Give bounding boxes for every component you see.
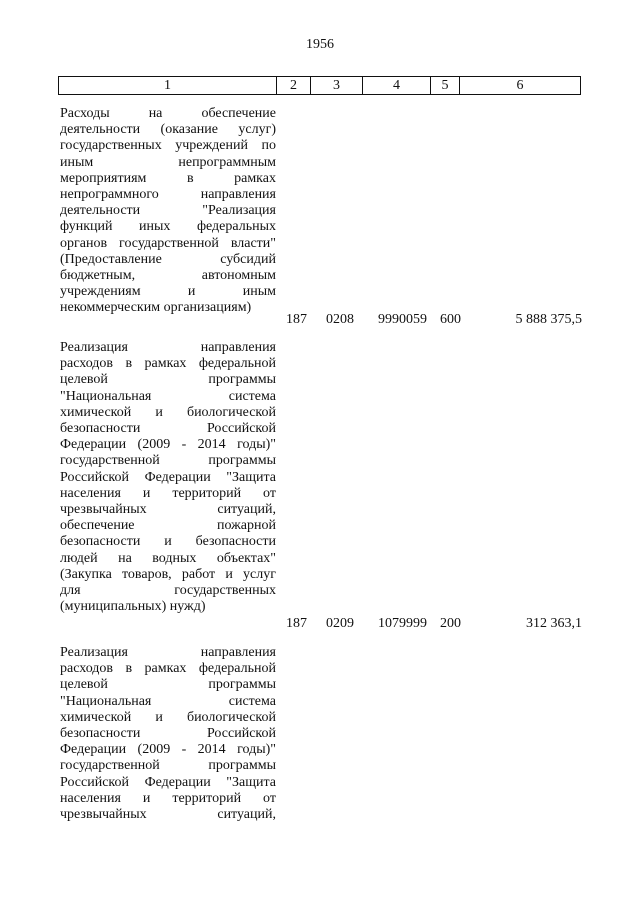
column-header-1: 1 — [59, 77, 277, 95]
description-line: мероприятиям в рамках — [60, 170, 276, 186]
description-line: "Национальная система — [60, 693, 276, 709]
description-line: органов государственной власти" — [60, 235, 276, 251]
description-line: (Закупка товаров, работ и услуг — [60, 566, 276, 582]
description-line: некоммерческим организациям) — [60, 300, 252, 316]
description-line: чрезвычайных ситуаций, — [60, 502, 276, 518]
description-line: функций иных федеральных — [60, 219, 276, 235]
description-line: безопасности и безопасности — [60, 534, 276, 550]
description-line: чрезвычайных ситуаций, — [60, 807, 276, 823]
description-line: расходов в рамках федеральной — [60, 356, 276, 372]
description-line: целевой программы — [60, 677, 276, 693]
row-col5: 200 — [440, 616, 461, 631]
row-col6: 5 888 375,5 — [515, 312, 582, 327]
column-header-6: 6 — [460, 77, 581, 95]
description-line: учреждениям и иным — [60, 284, 276, 300]
column-header-2: 2 — [277, 77, 311, 95]
row-col2: 187 — [286, 312, 307, 327]
column-header-table — [58, 76, 581, 95]
row-col4: 9990059 — [378, 312, 427, 327]
description-line: Российской Федерации "Защита — [60, 774, 276, 790]
description-line: безопасности Российской — [60, 726, 276, 742]
row-description — [60, 340, 276, 615]
row-description — [60, 106, 276, 317]
description-line: государственных учреждений по — [60, 138, 276, 154]
description-line: Федерации (2009 - 2014 годы)" — [60, 437, 276, 453]
description-line: населения и территорий от — [60, 485, 276, 501]
row-col5: 600 — [440, 312, 461, 327]
description-line: деятельности "Реализация — [60, 203, 276, 219]
description-line: целевой программы — [60, 372, 276, 388]
description-line: для государственных — [60, 583, 276, 599]
column-header-4: 4 — [363, 77, 431, 95]
description-line: химической и биологической — [60, 709, 276, 725]
description-line: "Национальная система — [60, 388, 276, 404]
description-line: государственной программы — [60, 758, 276, 774]
description-line: непрограммного направления — [60, 187, 276, 203]
row-col4: 1079999 — [378, 616, 427, 631]
description-line: деятельности (оказание услуг) — [60, 122, 276, 138]
description-line: Реализация направления — [60, 340, 276, 355]
description-line: (Предоставление субсидий — [60, 251, 276, 267]
description-line: обеспечение пожарной — [60, 518, 276, 534]
row-description — [60, 645, 276, 823]
description-line: бюджетным, автономным — [60, 268, 276, 284]
description-line: людей на водных объектах" — [60, 550, 276, 566]
column-header-5: 5 — [431, 77, 460, 95]
description-line: Расходы на обеспечение — [60, 106, 276, 121]
description-line: Реализация направления — [60, 645, 276, 660]
description-line: Федерации (2009 - 2014 годы)" — [60, 742, 276, 758]
description-line: Российской Федерации "Защита — [60, 469, 276, 485]
description-line: иным непрограммным — [60, 154, 276, 170]
description-line: безопасности Российской — [60, 421, 276, 437]
description-line: расходов в рамках федеральной — [60, 661, 276, 677]
page-number: 1956 — [306, 37, 334, 52]
row-col3: 0208 — [326, 312, 354, 327]
description-line: населения и территорий от — [60, 790, 276, 806]
description-line: химической и биологической — [60, 404, 276, 420]
row-col6: 312 363,1 — [526, 616, 582, 631]
row-col2: 187 — [286, 616, 307, 631]
row-col3: 0209 — [326, 616, 354, 631]
column-header-3: 3 — [311, 77, 363, 95]
description-line: (муниципальных) нужд) — [60, 599, 206, 615]
description-line: государственной программы — [60, 453, 276, 469]
